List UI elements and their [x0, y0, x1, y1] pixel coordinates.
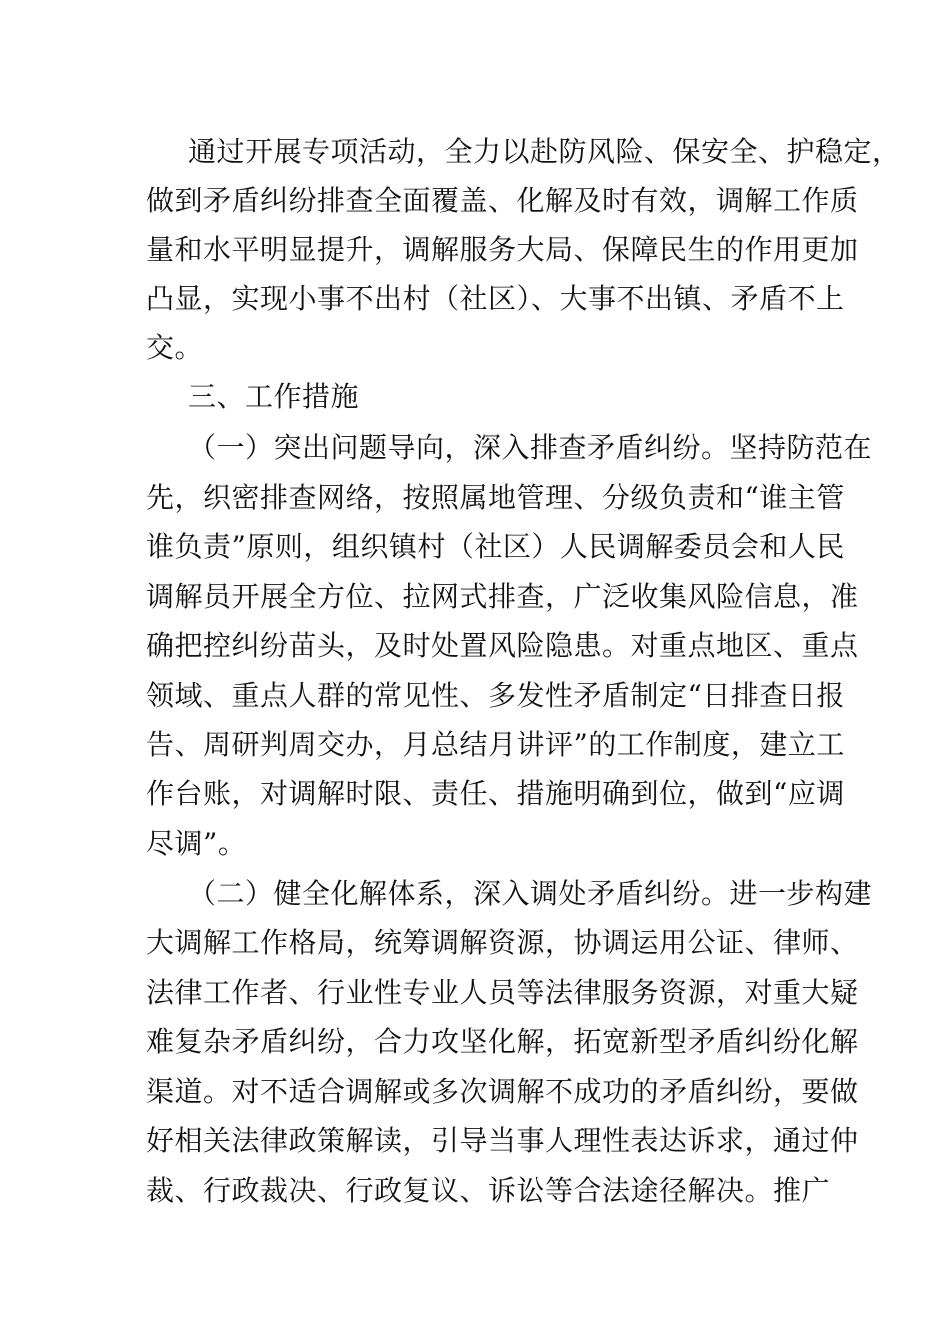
- paragraph-2-line-8: 作台账，对调解时限、责任、措施明确到位，做到“应调: [146, 777, 845, 810]
- paragraph-1-line-4: 凸显，实现小事不出村（社区）、大事不出镇、矛盾不上: [146, 282, 845, 315]
- paragraph-1-line-2: 做到矛盾纠纷排查全面覆盖、化解及时有效，调解工作质: [146, 184, 859, 217]
- paragraph-3-line-2: 大调解工作格局，统筹调解资源，协调运用公证、律师、: [146, 926, 859, 959]
- paragraph-2-line-7: 告、周研判周交办，月总结月讲评”的工作制度，建立工: [146, 728, 845, 761]
- paragraph-1-line-3: 量和水平明显提升，调解服务大局、保障民生的作用更加: [146, 233, 859, 266]
- paragraph-1-line-1: 通过开展专项活动，全力以赴防风险、保安全、护稳定，: [188, 135, 901, 168]
- paragraph-1-line-5: 交。: [146, 331, 204, 364]
- paragraph-3-line-7: 裁、行政裁决、行政复议、诉讼等合法途径解决。推广: [146, 1174, 831, 1207]
- section-heading: 三、工作措施: [188, 380, 360, 413]
- paragraph-3-line-1: （二）健全化解体系，深入调处矛盾纠纷。进一步构建: [188, 877, 873, 910]
- paragraph-2-line-3: 谁负责”原则，组织镇村（社区）人民调解委员会和人民: [146, 530, 845, 563]
- paragraph-2-line-6: 领域、重点人群的常见性、多发性矛盾制定“日排查日报: [146, 679, 845, 712]
- paragraph-3-line-4: 难复杂矛盾纠纷，合力攻坚化解，拓宽新型矛盾纠纷化解: [146, 1025, 859, 1058]
- paragraph-2-line-9: 尽调”。: [146, 827, 247, 860]
- paragraph-3-line-5: 渠道。对不适合调解或多次调解不成功的矛盾纠纷，要做: [146, 1075, 859, 1108]
- paragraph-2-line-2: 先，织密排查网络，按照属地管理、分级负责和“谁主管: [146, 481, 845, 514]
- paragraph-2-line-1: （一）突出问题导向，深入排查矛盾纠纷。坚持防范在: [188, 431, 873, 464]
- paragraph-2-line-5: 确把控纠纷苗头，及时处置风险隐患。对重点地区、重点: [146, 629, 859, 662]
- paragraph-3-line-6: 好相关法律政策解读，引导当事人理性表达诉求，通过仲: [146, 1124, 859, 1157]
- paragraph-2-line-4: 调解员开展全方位、拉网式排查，广泛收集风险信息，准: [146, 580, 859, 613]
- paragraph-3-line-3: 法律工作者、行业性专业人员等法律服务资源，对重大疑: [146, 976, 859, 1009]
